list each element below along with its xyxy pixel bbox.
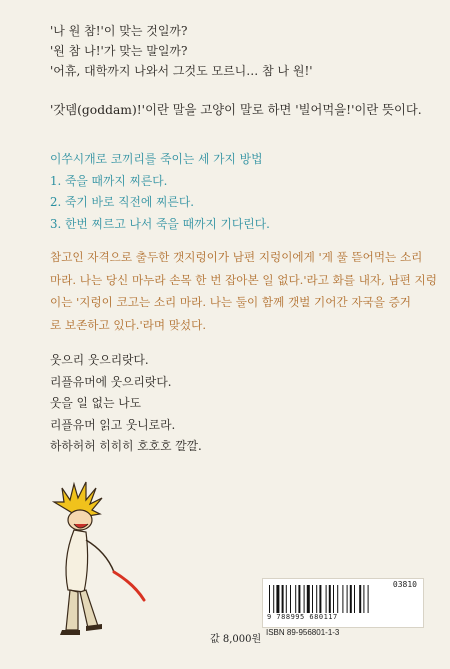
quote-block-1 [50,21,410,81]
text-line: '갓뎀(goddam)!'이란 말을 고양이 말로 하면 '빌어먹을!'이란 뜻이다. [50,103,422,117]
text-line: 리플유머에 웃으리랏다. [50,374,172,389]
text-line: '나 원 참!'이 맞는 것일까? [50,24,188,38]
price-label: 값 8,000원 [210,634,262,645]
text-line: 리플유머 읽고 웃니로라. [50,417,176,432]
text-line: 하하허허 히히히 호호호 깔깔. [50,439,202,453]
barcode [262,578,424,628]
text-line: '어휴, 대학까지 나와서 그것도 모르니… 참 나 원!' [50,64,313,78]
text-line: 참고인 자격으로 출두한 갯지렁이가 남편 지렁이에게 '게 풀 뜯어먹는 소리 [50,250,423,264]
text-line: 마라. 나는 당신 마누라 손목 한 번 잡아본 일 없다.'라고 화를 내자, 남편 지렁 [50,272,437,287]
poem-block [50,350,410,458]
isbn-text: ISBN 89-956801-1-3 [266,628,340,637]
text-line: 웃으리 웃으리랏다. [50,353,149,367]
cartoon-figure-illustration [44,480,154,640]
barcode-bars [269,585,417,613]
crab-worm-block [50,246,437,336]
text-line: 로 보존하고 있다.'라며 맞섰다. [50,317,207,332]
block-heading: 이쑤시개로 코끼리를 죽이는 세 가지 방법 [50,152,263,166]
elephant-method-block [50,149,410,235]
list-item: 3. 한번 찌르고 나서 죽을 때까지 기다린다. [50,216,270,231]
list-item: 2. 죽기 바로 직전에 찌른다. [50,195,194,209]
text-line: 웃을 일 없는 나도 [50,396,142,410]
text-line: '원 참 나!'가 맞는 말일까? [50,44,188,58]
barcode-addon-number: 03810 [392,580,417,589]
barcode-number: 9 788995 680117 [267,613,338,621]
list-item: 1. 죽을 때까지 찌른다. [50,173,168,188]
text-line: 이는 '지렁이 코고는 소리 마라. 나는 둘이 함께 갯벌 기어간 자국을 증거 [50,295,412,309]
quote-block-2 [50,100,422,120]
